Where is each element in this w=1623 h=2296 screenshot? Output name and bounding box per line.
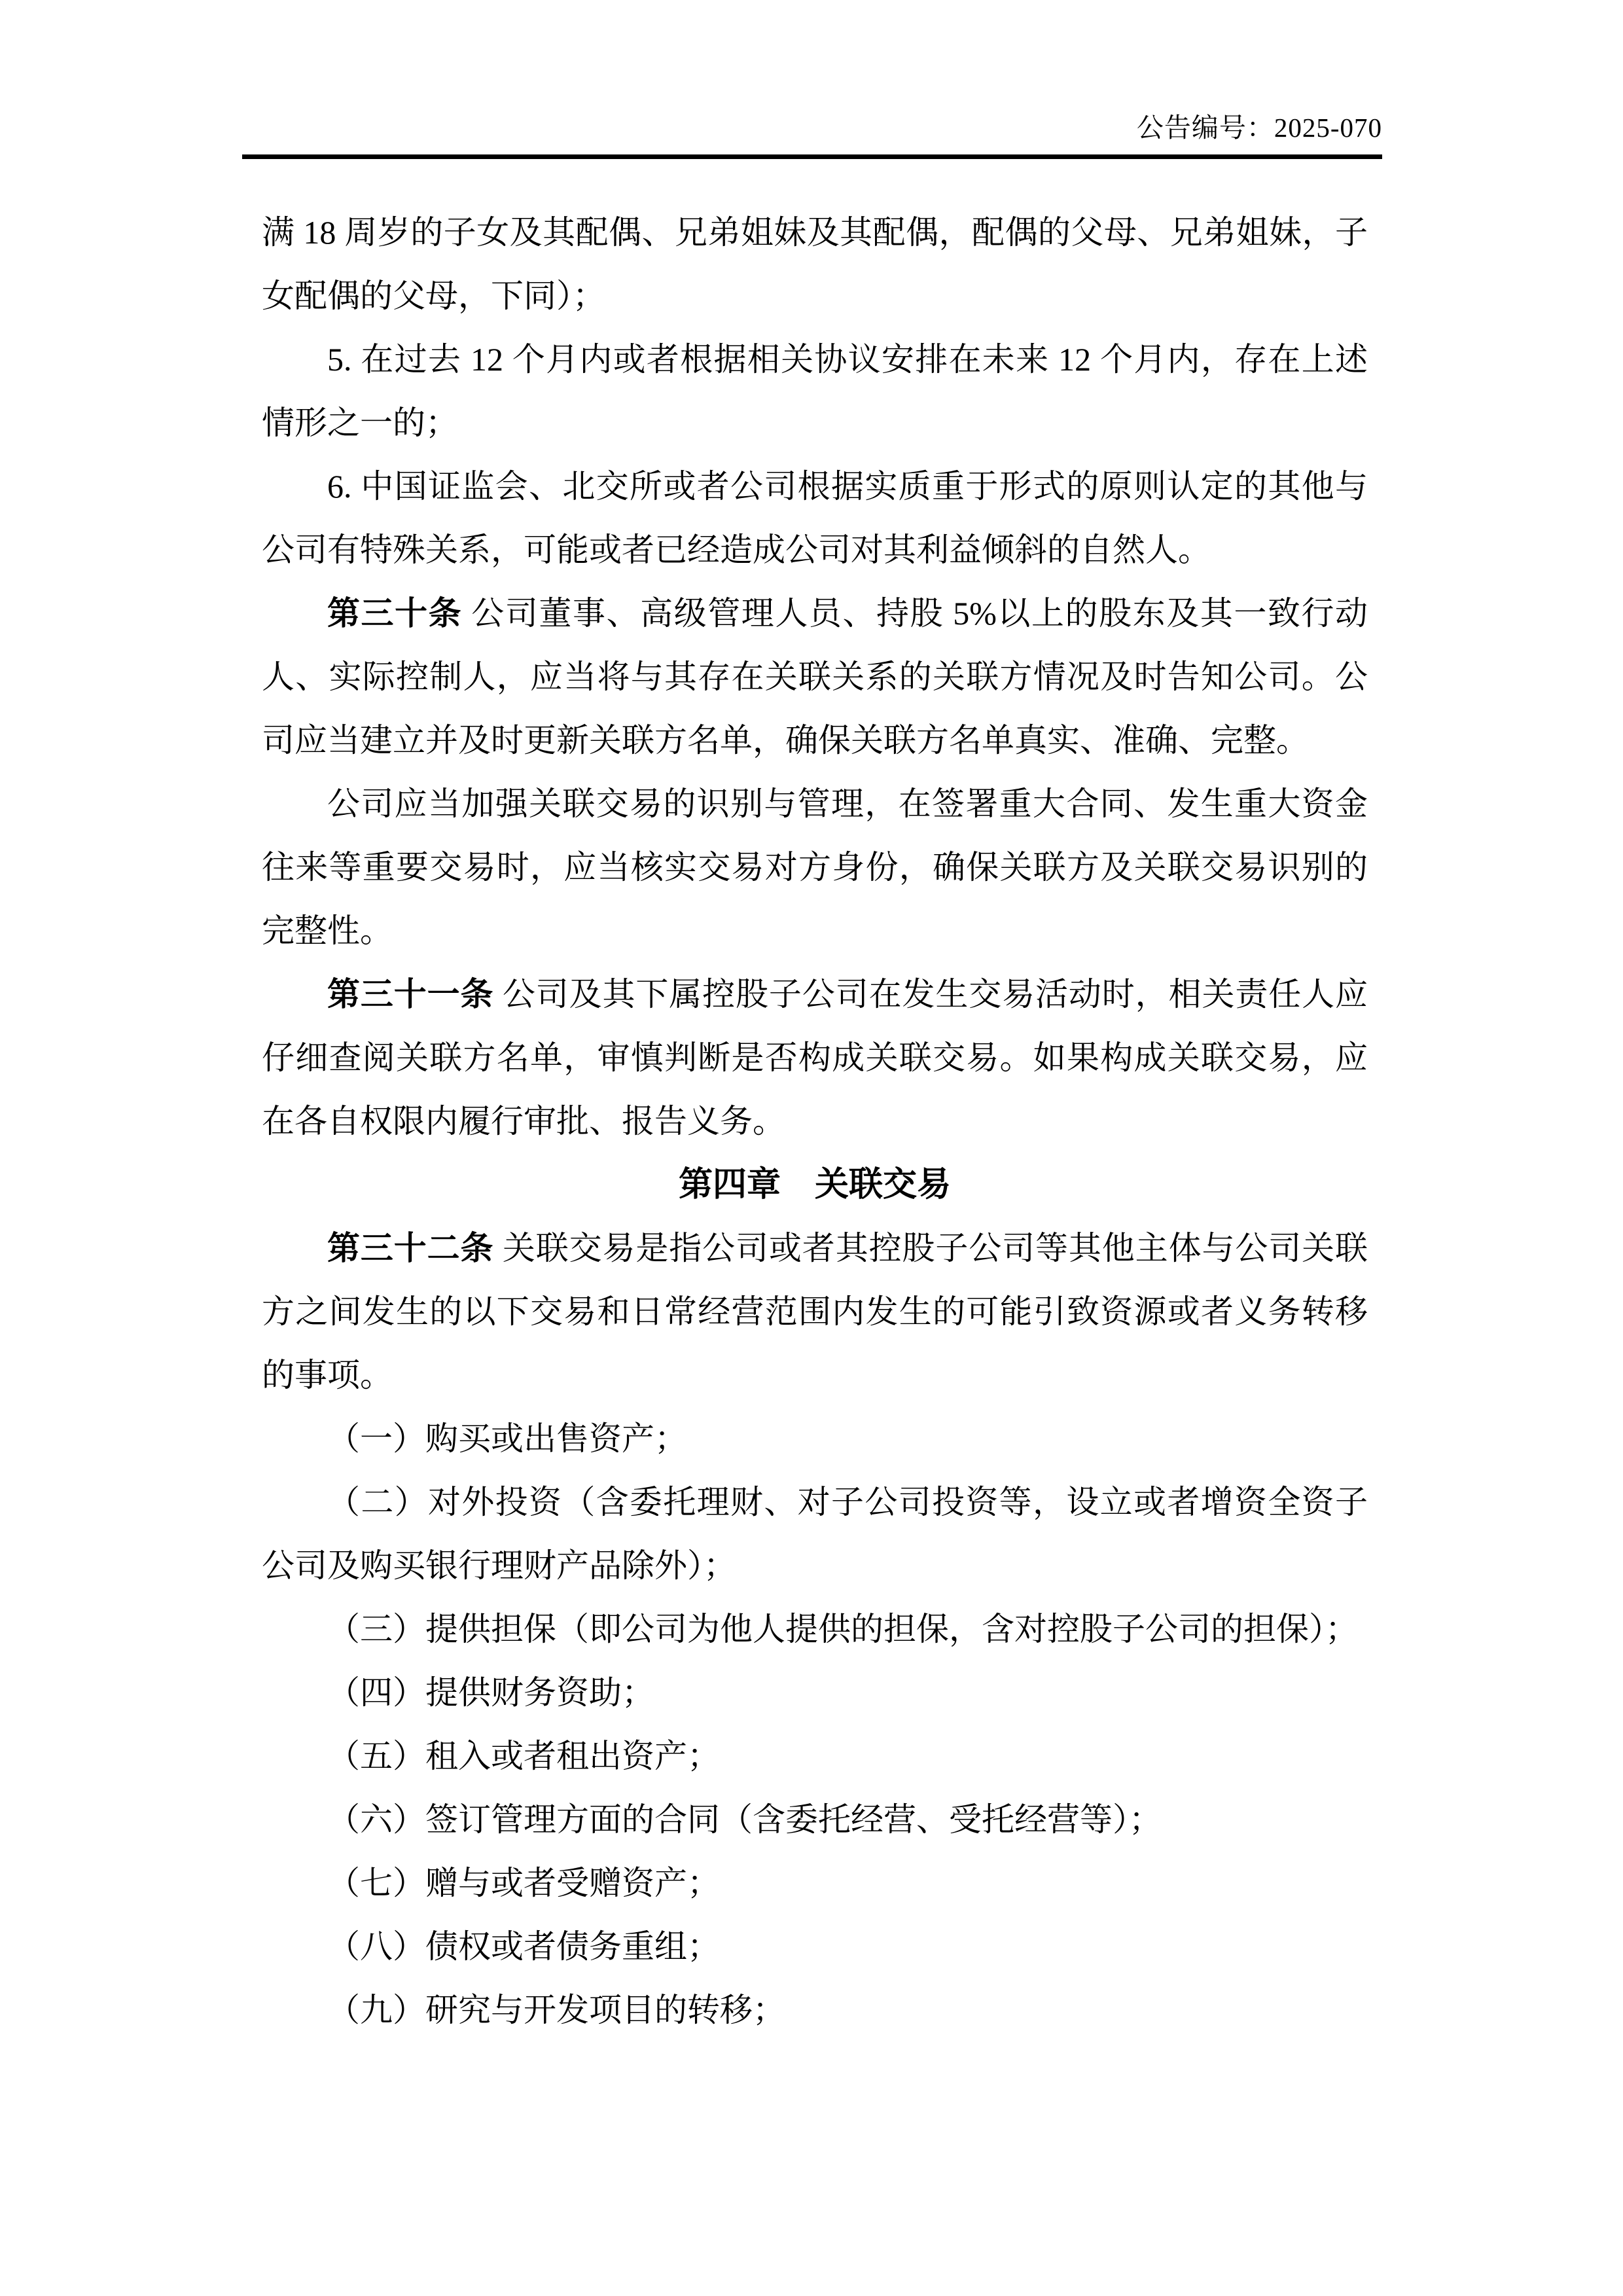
list-item <box>262 1852 1368 1915</box>
list-item <box>262 1725 1368 1788</box>
list-item <box>262 1661 1368 1725</box>
text-run: （四）提供财务资助； <box>327 1674 654 1711</box>
text-run: （二）对外投资（含委托理财、对子公司投资等，设立或者增资全资子公司及购买银行理财产品除外）； <box>262 1484 1368 1584</box>
page-header <box>242 110 1382 145</box>
bold-text-run: 第三十条 <box>327 595 463 632</box>
text-run: 公司董事、高级管理人员、持股 5%以上的股东及其一致行动人、实际控制人，应当将与其存在关联关系的关联方情况及时告知公司。公司应当建立并及时更新关联方名单，确保关联方名单真实、准确、完整。 <box>262 595 1368 759</box>
list-item <box>262 1471 1368 1598</box>
list-item <box>262 1598 1368 1661</box>
announcement-number: 公告编号：2025-070 <box>1136 113 1382 143</box>
document-body <box>262 201 1368 2042</box>
paragraph <box>262 455 1368 582</box>
article-paragraph <box>262 963 1368 1153</box>
article-paragraph <box>262 582 1368 772</box>
list-item <box>262 1979 1368 2042</box>
bold-text-run: 第三十二条 <box>327 1230 494 1266</box>
text-run: （五）租入或者租出资产； <box>327 1738 720 1774</box>
bold-text-run: 第三十一条 <box>327 976 494 1013</box>
chapter-heading <box>262 1153 1368 1217</box>
list-item <box>262 1915 1368 1979</box>
text-run: （一）购买或出售资产； <box>327 1420 687 1457</box>
paragraph <box>262 201 1368 328</box>
text-run: （八）债权或者债务重组； <box>327 1928 720 1965</box>
list-item <box>262 1407 1368 1471</box>
bold-text-run: 第四章 关联交易 <box>678 1166 951 1204</box>
text-run: 5. 在过去 12 个月内或者根据相关协议安排在未来 12 个月内，存在上述情形之一的； <box>262 341 1368 441</box>
paragraph <box>262 328 1368 455</box>
article-paragraph <box>262 1217 1368 1407</box>
text-run: 公司及其下属控股子公司在发生交易活动时，相关责任人应仔细查阅关联方名单，审慎判断是否构成关联交易。如果构成关联交易，应在各自权限内履行审批、报告义务。 <box>262 976 1368 1139</box>
list-item <box>262 1788 1368 1852</box>
text-run: 公司应当加强关联交易的识别与管理，在签署重大合同、发生重大资金往来等重要交易时，应当核实交易对方身份，确保关联方及关联交易识别的完整性。 <box>262 785 1368 949</box>
text-run: 关联交易是指公司或者其控股子公司等其他主体与公司关联方之间发生的以下交易和日常经营范围内发生的可能引致资源或者义务转移的事项。 <box>262 1230 1368 1393</box>
text-run: 6. 中国证监会、北交所或者公司根据实质重于形式的原则认定的其他与公司有特殊关系，可能或者已经造成公司对其利益倾斜的自然人。 <box>262 468 1368 568</box>
text-run: 满 18 周岁的子女及其配偶、兄弟姐妹及其配偶，配偶的父母、兄弟姐妹，子女配偶的父母，下同）； <box>262 214 1368 314</box>
text-run: （六）签订管理方面的合同（含委托经营、受托经营等）； <box>327 1801 1162 1838</box>
text-run: （九）研究与开发项目的转移； <box>327 1992 785 2028</box>
header-rule <box>242 154 1382 159</box>
text-run: （七）赠与或者受赠资产； <box>327 1865 720 1901</box>
paragraph <box>262 772 1368 963</box>
text-run: （三）提供担保（即公司为他人提供的担保，含对控股子公司的担保）； <box>327 1611 1358 1647</box>
